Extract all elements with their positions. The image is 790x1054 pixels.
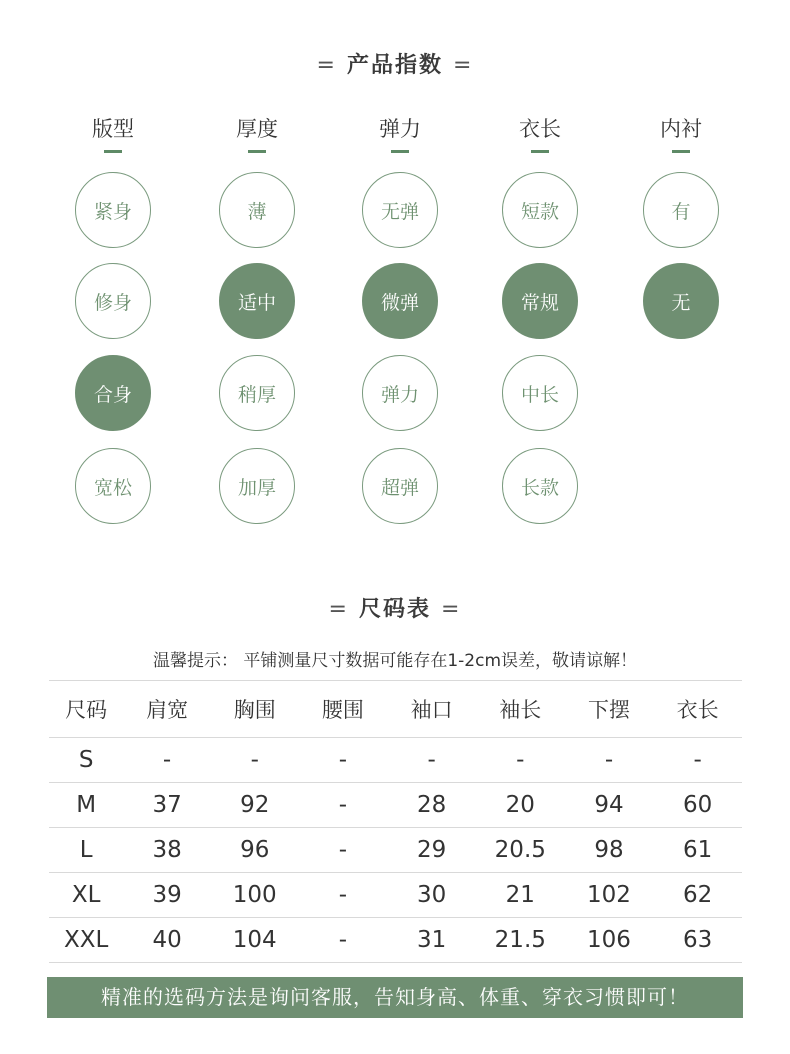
size-table-header <box>49 681 742 738</box>
index-option: 修身 <box>75 263 151 339</box>
size-table-cell: 96 <box>211 828 299 873</box>
index-column-header <box>345 116 455 153</box>
size-table-cell: XL <box>49 873 123 918</box>
size-table-cell: - <box>299 918 388 963</box>
size-table-cell: 60 <box>653 783 742 828</box>
size-table-cell: 38 <box>123 828 211 873</box>
index-column-header <box>485 116 595 153</box>
index-option: 加厚 <box>219 448 295 524</box>
size-table-row <box>49 918 742 963</box>
index-column-label: 弹力 <box>379 117 421 141</box>
size-table-cell: - <box>299 828 388 873</box>
size-table-cell: 21.5 <box>476 918 565 963</box>
index-column-label: 衣长 <box>519 117 561 141</box>
size-table-cell: 94 <box>565 783 654 828</box>
index-column-underline <box>672 150 690 153</box>
index-column-label: 版型 <box>92 117 134 141</box>
size-table-cell: - <box>299 783 388 828</box>
size-table-cell: - <box>476 738 565 783</box>
size-table-cell: 40 <box>123 918 211 963</box>
index-option: 稍厚 <box>219 355 295 431</box>
index-column-underline <box>391 150 409 153</box>
index-column-header <box>202 116 312 153</box>
size-table-cell: 98 <box>565 828 654 873</box>
index-option: 紧身 <box>75 172 151 248</box>
size-table-cell: 29 <box>387 828 476 873</box>
index-option-selected: 微弹 <box>362 263 438 339</box>
index-option-selected: 合身 <box>75 355 151 431</box>
index-column-label: 厚度 <box>236 117 278 141</box>
size-table-cell: - <box>299 738 388 783</box>
size-table-cell: 31 <box>387 918 476 963</box>
product-index-title: = 产品指数 = <box>316 53 474 78</box>
size-table <box>49 680 742 963</box>
index-option-selected: 常规 <box>502 263 578 339</box>
size-table-cell: 62 <box>653 873 742 918</box>
size-table-header-cell: 尺码 <box>49 681 123 738</box>
size-table-cell: - <box>211 738 299 783</box>
size-table-header-cell: 胸围 <box>211 681 299 738</box>
index-option-selected: 适中 <box>219 263 295 339</box>
size-table-cell: 100 <box>211 873 299 918</box>
size-table-cell: - <box>565 738 654 783</box>
size-table-cell: - <box>299 873 388 918</box>
index-option: 薄 <box>219 172 295 248</box>
size-table-row <box>49 783 742 828</box>
size-table-cell: 102 <box>565 873 654 918</box>
index-column-underline <box>531 150 549 153</box>
size-table-cell: 92 <box>211 783 299 828</box>
size-table-cell: 21 <box>476 873 565 918</box>
index-option: 弹力 <box>362 355 438 431</box>
size-table-cell: 104 <box>211 918 299 963</box>
size-table-cell: L <box>49 828 123 873</box>
size-table-row <box>49 828 742 873</box>
index-option: 长款 <box>502 448 578 524</box>
size-table-cell: 63 <box>653 918 742 963</box>
size-table-cell: - <box>123 738 211 783</box>
size-table-header-cell: 袖口 <box>387 681 476 738</box>
index-option: 短款 <box>502 172 578 248</box>
index-option: 中长 <box>502 355 578 431</box>
measurement-notice: 温馨提示： 平铺测量尺寸数据可能存在1-2cm误差，敬请谅解！ <box>152 651 638 671</box>
size-table-cell: S <box>49 738 123 783</box>
size-chart-title: = 尺码表 = <box>328 597 462 622</box>
size-table-cell: 106 <box>565 918 654 963</box>
size-advice-banner: 精准的选码方法是询问客服，告知身高、体重、穿衣习惯即可！ <box>47 977 743 1018</box>
index-column-underline <box>104 150 122 153</box>
size-table-header-cell: 腰围 <box>299 681 388 738</box>
size-table-cell: 37 <box>123 783 211 828</box>
index-option: 超弹 <box>362 448 438 524</box>
size-table-cell: 61 <box>653 828 742 873</box>
size-table-header-cell: 袖长 <box>476 681 565 738</box>
index-column-header <box>626 116 736 153</box>
size-table-header-cell: 衣长 <box>653 681 742 738</box>
size-table-cell: 39 <box>123 873 211 918</box>
size-table-cell: - <box>653 738 742 783</box>
size-table-cell: 20.5 <box>476 828 565 873</box>
index-column-header <box>58 116 168 153</box>
size-table-header-cell: 下摆 <box>565 681 654 738</box>
size-table-cell: XXL <box>49 918 123 963</box>
size-table-cell: M <box>49 783 123 828</box>
index-option: 宽松 <box>75 448 151 524</box>
index-option: 无弹 <box>362 172 438 248</box>
size-table-header-cell: 肩宽 <box>123 681 211 738</box>
size-table-row <box>49 738 742 783</box>
index-option-selected: 无 <box>643 263 719 339</box>
index-column-label: 内衬 <box>660 117 702 141</box>
index-column-underline <box>248 150 266 153</box>
size-table-row <box>49 873 742 918</box>
size-table-cell: 30 <box>387 873 476 918</box>
size-table-cell: - <box>387 738 476 783</box>
size-table-cell: 20 <box>476 783 565 828</box>
index-option: 有 <box>643 172 719 248</box>
size-table-cell: 28 <box>387 783 476 828</box>
